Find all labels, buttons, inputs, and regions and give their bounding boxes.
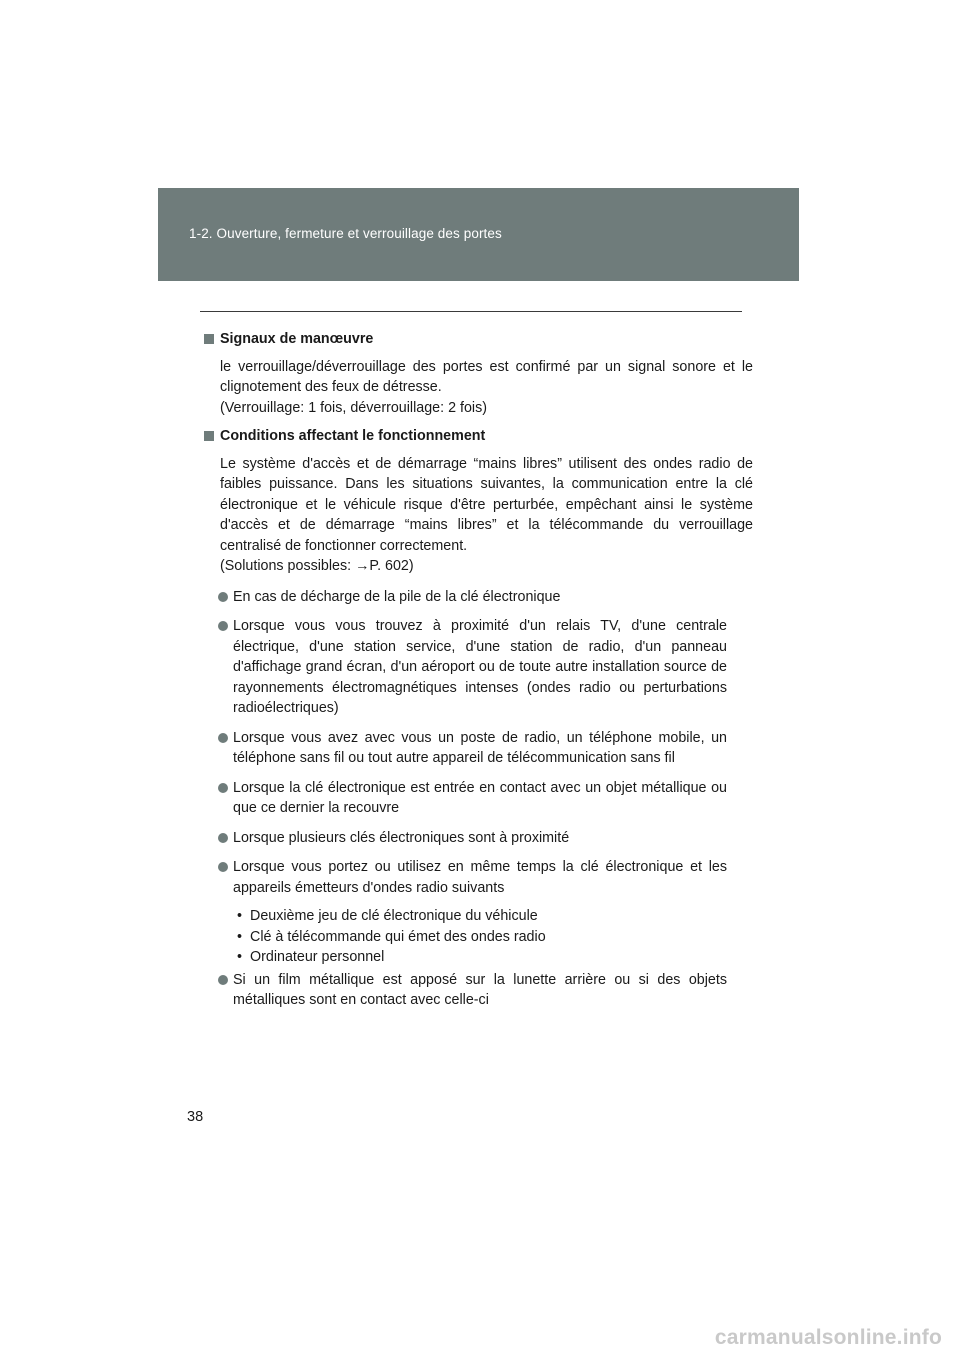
condition-list <box>220 587 753 1011</box>
page-content <box>204 329 753 1011</box>
round-bullet-icon <box>218 621 228 631</box>
list-item-text: En cas de décharge de la pile de la clé électronique <box>233 588 561 605</box>
section-body: le verrouillage/déverrouillage des portes est confirmé par un signal sonore et le clignotement des feux de détresse. <box>220 358 753 395</box>
list-item <box>220 778 727 819</box>
list-item-text: Lorsque vous portez ou utilisez en même temps la clé électronique et les appareils émetteurs d'ondes radio suivants <box>233 859 727 896</box>
chapter-header-band <box>158 188 799 281</box>
list-item <box>220 857 727 898</box>
section-body-note: (Verrouillage: 1 fois, déverrouillage: 2 fois) <box>220 399 488 416</box>
round-bullet-icon <box>218 733 228 743</box>
round-bullet-icon <box>218 975 228 985</box>
square-bullet-icon <box>204 334 214 344</box>
header-divider <box>200 311 742 312</box>
list-item-text: Lorsque la clé électronique est entrée en contact avec un objet métallique ou que ce dernier la recouvre <box>233 779 727 816</box>
device-sub-list <box>233 906 753 968</box>
chapter-title: 1-2. Ouverture, fermeture et verrouillage des portes <box>189 226 502 241</box>
sub-bullet-marker: • <box>237 928 243 945</box>
section-title <box>204 426 753 447</box>
sub-list-item <box>233 927 753 948</box>
sub-list-item <box>233 906 753 927</box>
round-bullet-icon <box>218 592 228 602</box>
sub-bullet-marker: • <box>237 949 243 965</box>
sub-list-item-text: Ordinateur personnel <box>250 949 385 965</box>
round-bullet-icon <box>218 833 228 843</box>
section-operation-signals <box>220 329 753 418</box>
list-item <box>220 728 727 769</box>
section-body-note: (Solutions possibles: →P. 602) <box>220 558 414 574</box>
list-item <box>220 970 727 1011</box>
square-bullet-icon <box>204 431 214 441</box>
section-operating-conditions <box>220 426 753 1011</box>
list-item-text: Lorsque plusieurs clés électroniques sont à proximité <box>233 829 570 846</box>
watermark: carmanualsonline.info <box>714 1326 942 1349</box>
round-bullet-icon <box>218 862 228 872</box>
round-bullet-icon <box>218 783 228 793</box>
section-title <box>204 329 753 350</box>
section-title-text: Signaux de manœuvre <box>220 331 374 347</box>
sub-list-item-text: Deuxième jeu de clé électronique du véhicule <box>250 908 538 924</box>
sub-list-item-text: Clé à télécommande qui émet des ondes radio <box>250 928 546 945</box>
page-number: 38 <box>187 1109 204 1125</box>
list-item <box>220 828 727 849</box>
list-item <box>220 587 727 608</box>
list-item <box>220 616 727 719</box>
list-item-text: Si un film métallique est apposé sur la lunette arrière ou si des objets métalliques sont en contact avec celle-ci <box>233 971 727 1008</box>
list-item-text: Lorsque vous avez avec vous un poste de radio, un téléphone mobile, un téléphone sans fil ou tout autre appareil de télécommunication sans fil <box>233 729 727 766</box>
sub-list-item <box>233 947 753 968</box>
list-item-text: Lorsque vous vous trouvez à proximité d'un relais TV, d'une centrale électrique, d'une station service, d'une station de radio, d'un panneau d'affichage grand écran, d'un aéroport ou de toute autre installation source de rayonnements électromagnétiques intenses (ondes radio ou perturbations radioélectriques) <box>233 618 727 716</box>
section-title-text: Conditions affectant le fonctionnement <box>220 428 486 444</box>
section-body: Le système d'accès et de démarrage “mains libres” utilisent des ondes radio de faibles puissance. Dans les situations suivantes, la communication entre la clé électronique et le véhicule risque d'être perturbée, empêchant ainsi le système d'accès et de démarrage “mains libres” et la télécommande du verrouillage centralisé de fonctionner correctement. <box>220 455 753 554</box>
sub-bullet-marker: • <box>237 908 243 924</box>
